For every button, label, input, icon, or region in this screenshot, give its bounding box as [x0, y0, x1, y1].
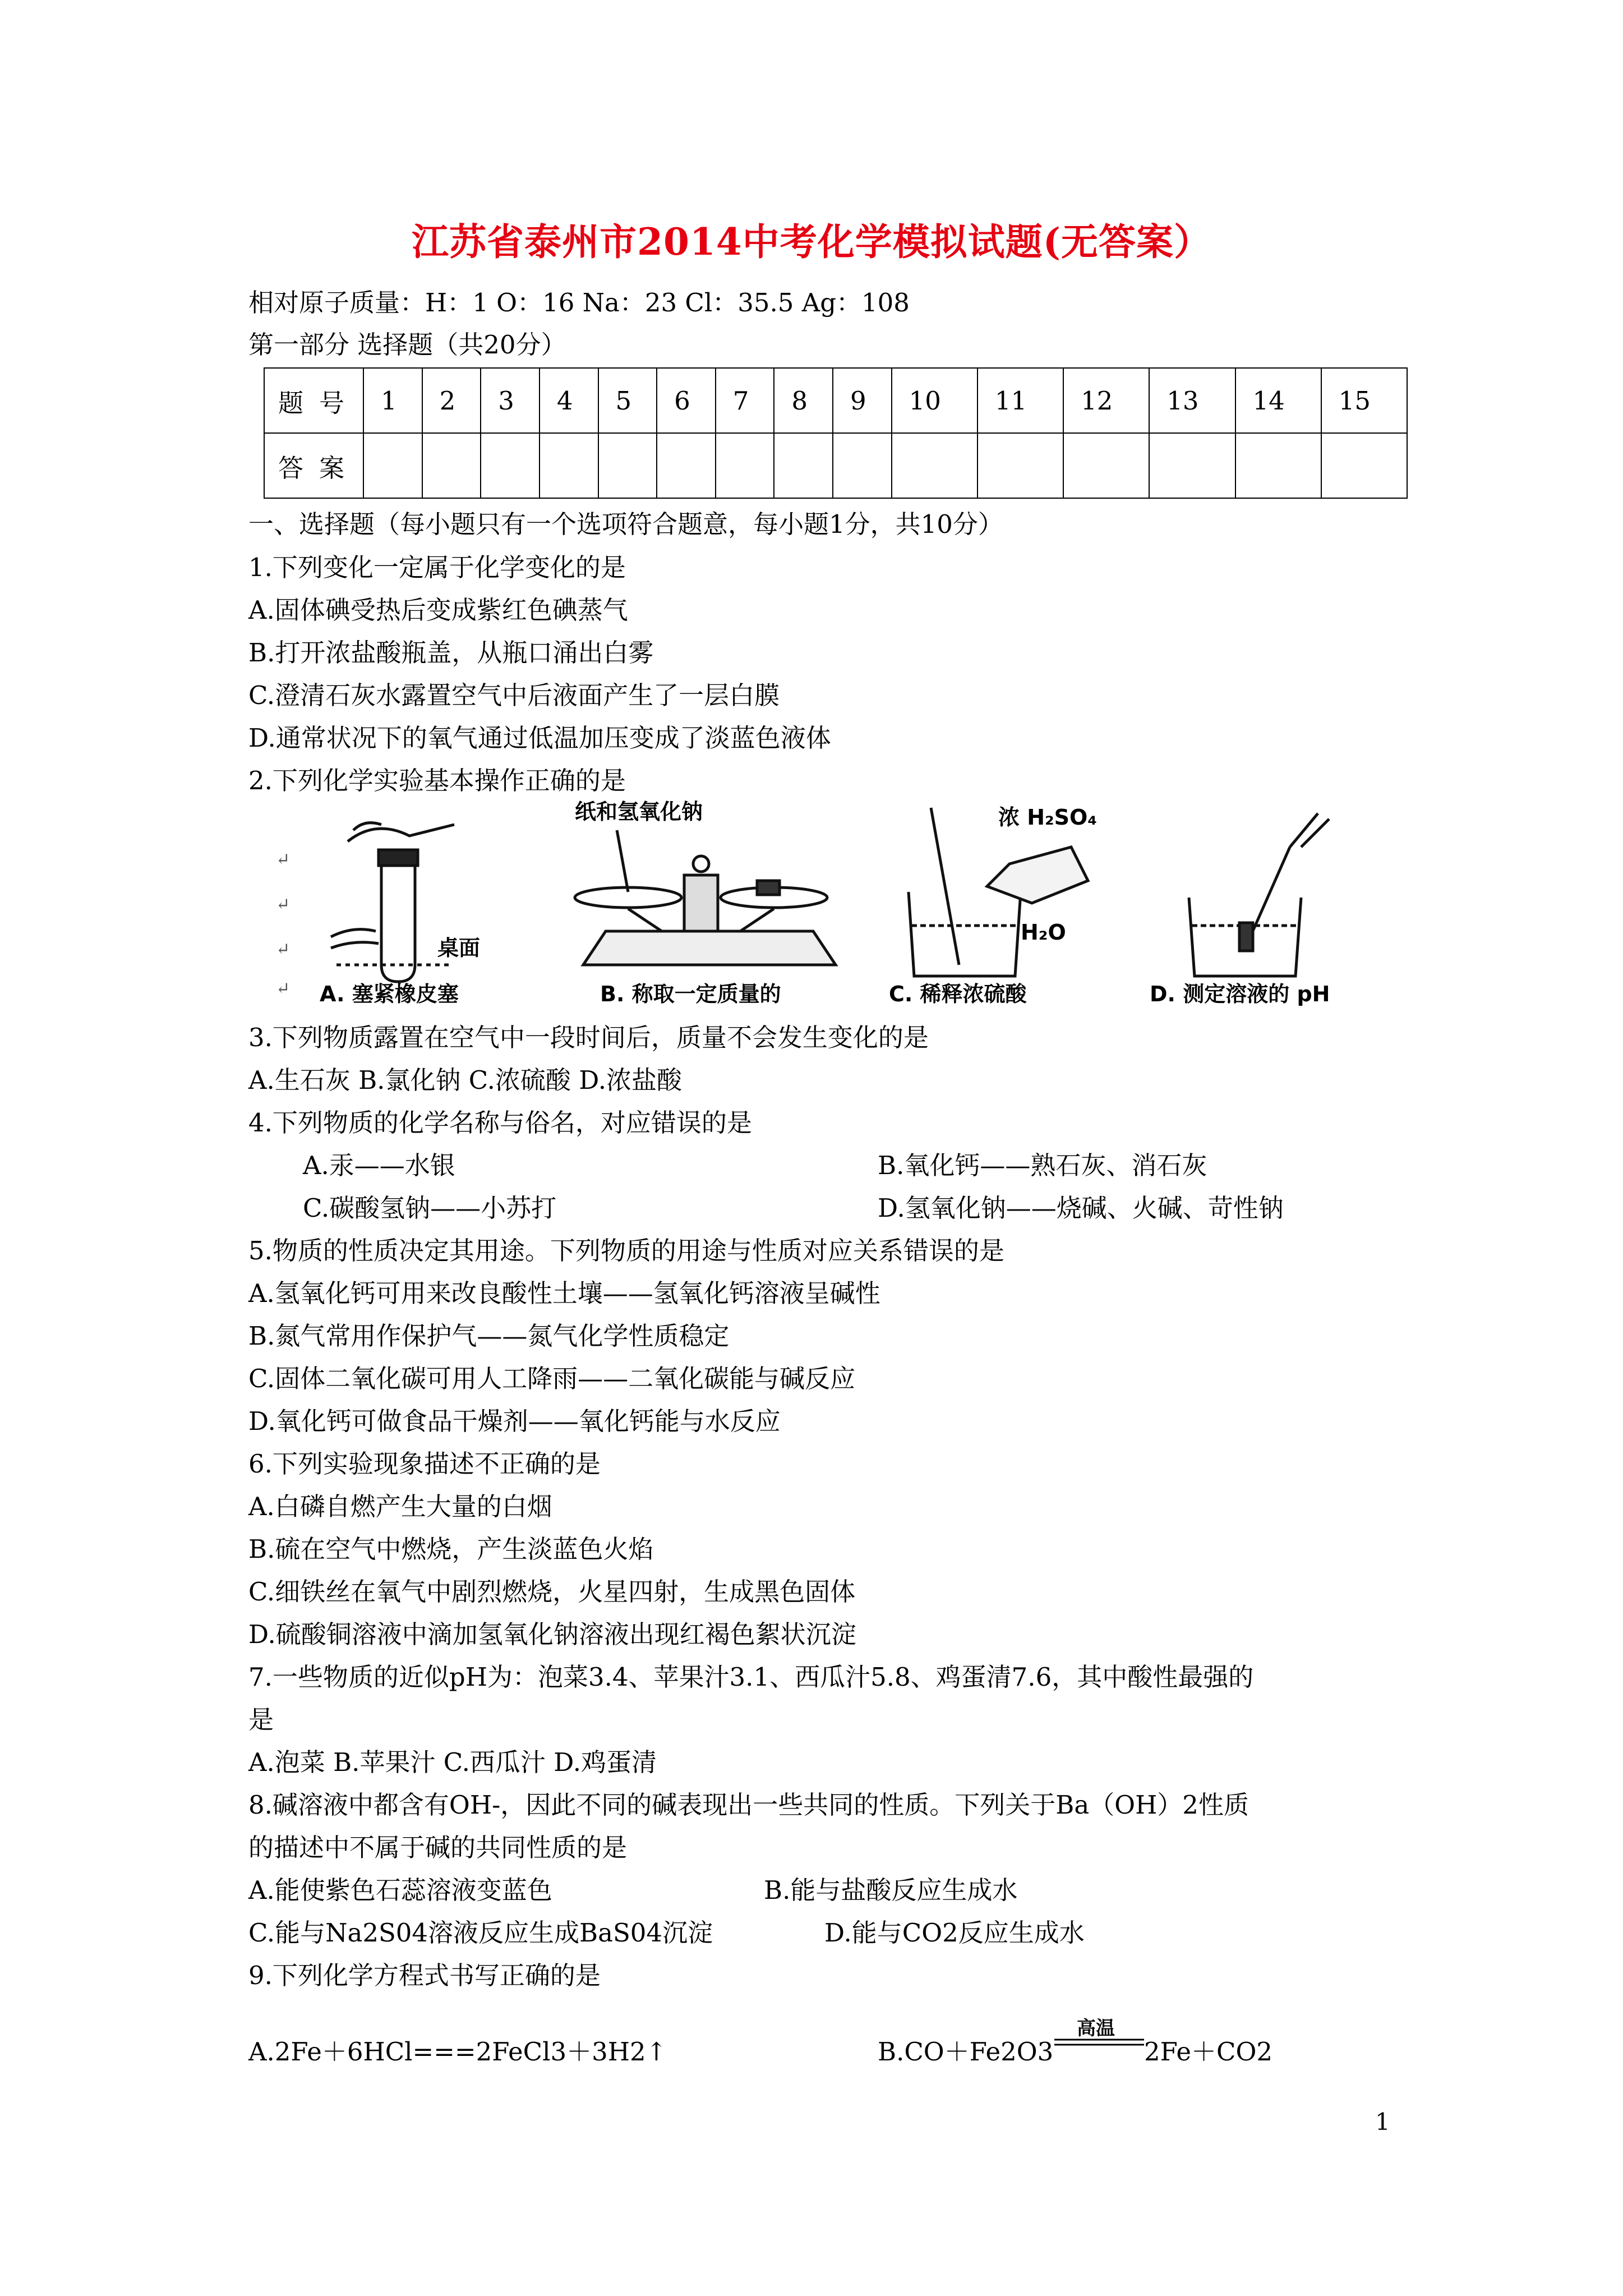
- answer-table-answer-row: [264, 433, 1407, 498]
- question-1-stem: 1.下列变化一定属于化学变化的是: [248, 553, 626, 582]
- question-1-option-b: B.打开浓盐酸瓶盖，从瓶口涌出白雾: [248, 638, 654, 668]
- table-cell: 12: [1063, 368, 1149, 433]
- answer-cell[interactable]: [1235, 433, 1321, 498]
- answer-cell[interactable]: [774, 433, 833, 498]
- answer-table: [264, 367, 1408, 499]
- table-cell: 8: [774, 368, 833, 433]
- answer-cell[interactable]: [598, 433, 657, 498]
- question-1-option-c: C.澄清石灰水露置空气中后液面产生了一层白膜: [248, 680, 780, 710]
- table-cell: 15: [1321, 368, 1407, 433]
- answer-table-number-row: [264, 368, 1407, 433]
- question-8-option-b: B.能与盐酸反应生成水: [764, 1875, 1018, 1905]
- question-8-option-a: A.能使紫色石蕊溶液变蓝色: [248, 1875, 552, 1905]
- question-7-options: A.泡菜 B.苹果汁 C.西瓜汁 D.鸡蛋清: [248, 1747, 657, 1777]
- question-5-stem: 5.物质的性质决定其用途。下列物质的用途与性质对应关系错误的是: [248, 1236, 1004, 1266]
- return-mark-icon: ↵: [276, 895, 291, 914]
- answer-cell[interactable]: [892, 433, 978, 498]
- table-cell: 1: [363, 368, 422, 433]
- table-cell: 4: [540, 368, 598, 433]
- balance-illustration: [575, 830, 836, 965]
- answer-cell[interactable]: [716, 433, 774, 498]
- return-mark-icon: ↵: [276, 850, 291, 869]
- question-8-option-d: D.能与CO2反应生成水: [824, 1918, 1085, 1948]
- table-cell: 9: [833, 368, 892, 433]
- row-label-number: 题号: [264, 368, 363, 433]
- question-4-option-b: B.氧化钙——熟石灰、消石灰: [878, 1151, 1207, 1180]
- answer-cell[interactable]: [657, 433, 716, 498]
- answer-cell[interactable]: [1063, 433, 1149, 498]
- return-mark-icon: ↵: [276, 940, 291, 959]
- table-cell: 3: [481, 368, 540, 433]
- question-9-option-b-right: 2Fe＋CO2: [1144, 2037, 1272, 2067]
- question-1-option-a: A.固体碘受热后变成紫红色碘蒸气: [248, 595, 628, 625]
- answer-cell[interactable]: [363, 433, 422, 498]
- test-tube-illustration: [331, 823, 454, 982]
- question-5-option-d: D.氧化钙可做食品干燥剂——氧化钙能与水反应: [248, 1406, 781, 1436]
- question-4-option-d: D.氢氧化钠——烧碱、火碱、苛性钠: [878, 1193, 1284, 1223]
- answer-cell[interactable]: [1321, 433, 1407, 498]
- reaction-condition: 高温: [1077, 2017, 1115, 2040]
- table-cell: 13: [1149, 368, 1235, 433]
- question-2-figure: [269, 797, 1408, 1010]
- section1-heading: 一、选择题（每小题只有一个选项符合题意，每小题1分，共10分）: [248, 509, 1003, 539]
- figure-d-caption: D. 测定溶液的 pH: [1150, 982, 1330, 1006]
- table-cell: 2: [422, 368, 481, 433]
- figure-a-desk-label: 桌面: [437, 936, 481, 960]
- question-5-option-c: C.固体二氧化碳可用人工降雨——二氧化碳能与碱反应: [248, 1364, 856, 1393]
- table-cell: 11: [978, 368, 1063, 433]
- question-5-option-b: B.氮气常用作保护气——氮气化学性质稳定: [248, 1321, 730, 1351]
- question-6-option-a: A.白磷自燃产生大量的白烟: [248, 1492, 552, 1521]
- ph-test-illustration: [1189, 813, 1329, 976]
- table-cell: 5: [598, 368, 657, 433]
- equals-sign-icon: [1054, 2037, 1144, 2049]
- question-7-stem: 7.一些物质的近似pH为：泡菜3.4、苹果汁3.1、西瓜汁5.8、鸡蛋清7.6，其中酸性最强的: [248, 1662, 1254, 1692]
- question-4-option-a: A.汞——水银: [303, 1151, 455, 1180]
- question-4-stem: 4.下列物质的化学名称与俗名，对应错误的是: [248, 1108, 752, 1138]
- answer-cell[interactable]: [833, 433, 892, 498]
- question-8-stem: 8.碱溶液中都含有OH-，因此不同的碱表现出一些共同的性质。下列关于Ba（OH）2性质: [248, 1790, 1249, 1820]
- question-5-option-a: A.氢氧化钙可用来改良酸性土壤——氢氧化钙溶液呈碱性: [248, 1278, 880, 1308]
- table-cell: 14: [1235, 368, 1321, 433]
- question-6-option-d: D.硫酸铜溶液中滴加氢氧化钠溶液出现红褐色絮状沉淀: [248, 1619, 856, 1649]
- figure-c-acid-label: 浓 H₂SO₄: [998, 805, 1097, 830]
- page-number: 1: [1375, 2108, 1390, 2136]
- page-title: 江苏省泰州市2014中考化学模拟试题(无答案）: [412, 220, 1211, 264]
- question-9-option-b-left: B.CO＋Fe2O3: [878, 2037, 1054, 2067]
- question-6-option-c: C.细铁丝在氧气中剧烈燃烧，火星四射，生成黑色固体: [248, 1577, 856, 1607]
- return-mark-icon: ↵: [276, 979, 291, 999]
- question-8-stem-cont: 的描述中不属于碱的共同性质的是: [248, 1833, 628, 1862]
- answer-cell[interactable]: [540, 433, 598, 498]
- answer-cell[interactable]: [481, 433, 540, 498]
- question-6-option-b: B.硫在空气中燃烧，产生淡蓝色火焰: [248, 1534, 654, 1564]
- figure-b-caption: B. 称取一定质量的: [600, 982, 781, 1006]
- question-9-stem: 9.下列化学方程式书写正确的是: [248, 1961, 601, 1990]
- question-3-options: A.生石灰 B.氯化钠 C.浓硫酸 D.浓盐酸: [248, 1065, 682, 1095]
- table-cell: 7: [716, 368, 774, 433]
- figure-b-top-label: 纸和氢氧化钠: [575, 799, 703, 824]
- part1-heading: 第一部分 选择题（共20分）: [248, 330, 566, 360]
- answer-cell[interactable]: [1149, 433, 1235, 498]
- question-7-stem-cont: 是: [248, 1705, 274, 1734]
- question-4-option-c: C.碳酸氢钠——小苏打: [303, 1193, 557, 1223]
- question-3-stem: 3.下列物质露置在空气中一段时间后，质量不会发生变化的是: [248, 1023, 929, 1052]
- question-1-option-d: D.通常状况下的氧气通过低温加压变成了淡蓝色液体: [248, 723, 831, 753]
- figure-c-water-label: H₂O: [1021, 920, 1066, 945]
- table-cell: 10: [892, 368, 978, 433]
- atomic-masses: 相对原子质量：H：1 O：16 Na：23 Cl：35.5 Ag：108: [248, 288, 910, 318]
- question-9-option-a: A.2Fe＋6HCl===2FeCl3＋3H2↑: [248, 2037, 667, 2067]
- question-2-stem: 2.下列化学实验基本操作正确的是: [248, 766, 626, 795]
- question-8-option-c: C.能与Na2S04溶液反应生成BaS04沉淀: [248, 1918, 713, 1948]
- beaker-dilution-illustration: [909, 808, 1088, 976]
- question-6-stem: 6.下列实验现象描述不正确的是: [248, 1449, 601, 1479]
- answer-cell[interactable]: [422, 433, 481, 498]
- table-cell: 6: [657, 368, 716, 433]
- row-label-answer: 答案: [264, 433, 363, 498]
- figure-a-caption: A. 塞紧橡皮塞: [320, 982, 459, 1006]
- answer-cell[interactable]: [978, 433, 1063, 498]
- figure-c-caption: C. 稀释浓硫酸: [889, 982, 1027, 1006]
